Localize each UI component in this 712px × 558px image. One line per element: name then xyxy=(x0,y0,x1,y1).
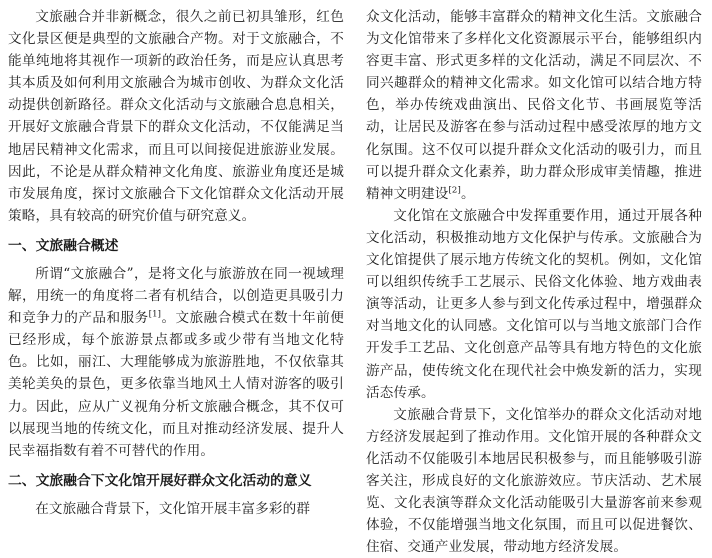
reference-marker-1: [1] xyxy=(148,309,162,320)
significance-paragraph-continued xyxy=(366,6,702,205)
left-column xyxy=(8,6,344,520)
overview-paragraph xyxy=(8,263,344,462)
reference-marker-2: [2] xyxy=(448,185,461,196)
overview-text-b: 。文旅融合模式在数十年前便已经形成，每个旅游景点都或多或少带有当地文化特色。比如，丽江、大理能够成为旅游胜地，不仅依靠其美轮美奂的景色，更多依靠当地风土人情对游客的吸引力。因此，应从广义视角分析文旅融合概念，其不仅可以展现当地的传统文化，而且对推动经济发展、提升人民幸福指数有着不可替代的作用。 xyxy=(8,310,345,459)
significance-paragraph-start: 在文旅融合背景下，文化馆开展丰富多彩的群 xyxy=(35,500,311,517)
section-heading-1: 一、文旅融合概述 xyxy=(8,237,119,254)
intro-paragraph: 文旅融合并非新概念，很久之前已初具雏形，红色文化景区便是典型的文旅融合产物。对于文旅融合，不能单纯地将其视作一项新的政治任务，而是应认真思考其本质及如何利用文旅融合为城市创收、为群众文化活动提供创新路径。群众文化活动与文旅融合息息相关，开展好文旅融合背景下的群众文化活动，不仅能满足当地居民精神文化需求，而且可以间接促进旅游业发展。因此，不论是从群众精神文化角度、旅游业角度还是城市发展角度，探讨文旅融合下文化馆群众文化活动开展策略，具有较高的研究价值与研究意义。 xyxy=(8,9,344,224)
heritage-paragraph: 文化馆在文旅融合中发挥重要作用，通过开展各种文化活动，积极推动地方文化保护与传承。文旅融合为文化馆提供了展示地方传统文化的契机。例如，文化馆可以组织传统手工艺展示、民俗文化体验、地方戏曲表演等活动，让更多人参与到文化传承过程中，增强群众对当地文化的认同感。文化馆可以与当地文旅部门合作开发手工艺品、文化创意产品等具有地方特色的文化旅游产品，使传统文化在现代社会中焕发新的活力，实现活态传承。 xyxy=(366,207,702,401)
overview-text-a: 所谓“文旅融合”，是将文化与旅游放在同一视域理解，用统一的角度将二者有机结合，以创造更具吸引力和竞争力的产品和服务 xyxy=(8,265,344,327)
section-heading-2: 二、文旅融合下文化馆开展好群众文化活动的意义 xyxy=(8,472,312,489)
economy-paragraph: 文旅融合背景下，文化馆举办的群众文化活动对地方经济发展起到了推动作用。文化馆开展的各种群众文化活动不仅能吸引本地居民积极参与，而且能够吸引游客关注，形成良好的文化旅游效应。节庆活动、艺术展览、文化表演等群众文化活动能吸引大量游客前来参观体验，不仅能增强当地文化氛围，而且可以促进餐饮、住宿、交通产业发展，带动地方经济发展。 xyxy=(366,406,702,556)
continued-text-b: 。 xyxy=(460,185,475,202)
continued-text-a: 众文化活动，能够丰富群众的精神文化生活。文旅融合为文化馆带来了多样化文化资源展示平台，能够组织内容更丰富、形式更多样的文化活动，满足不同层次、不同兴趣群众的精神文化需求。如文化馆可以结合地方特色，举办传统戏曲演出、民俗文化节、书画展览等活动，让居民及游客在参与活动过程中感受浓厚的地方文化氛围。这不仅可以提升群众文化活动的吸引力，而且可以提升群众文化素养，助力群众形成审美情趣，推进精神文明建设 xyxy=(366,9,702,202)
right-column xyxy=(366,6,702,558)
